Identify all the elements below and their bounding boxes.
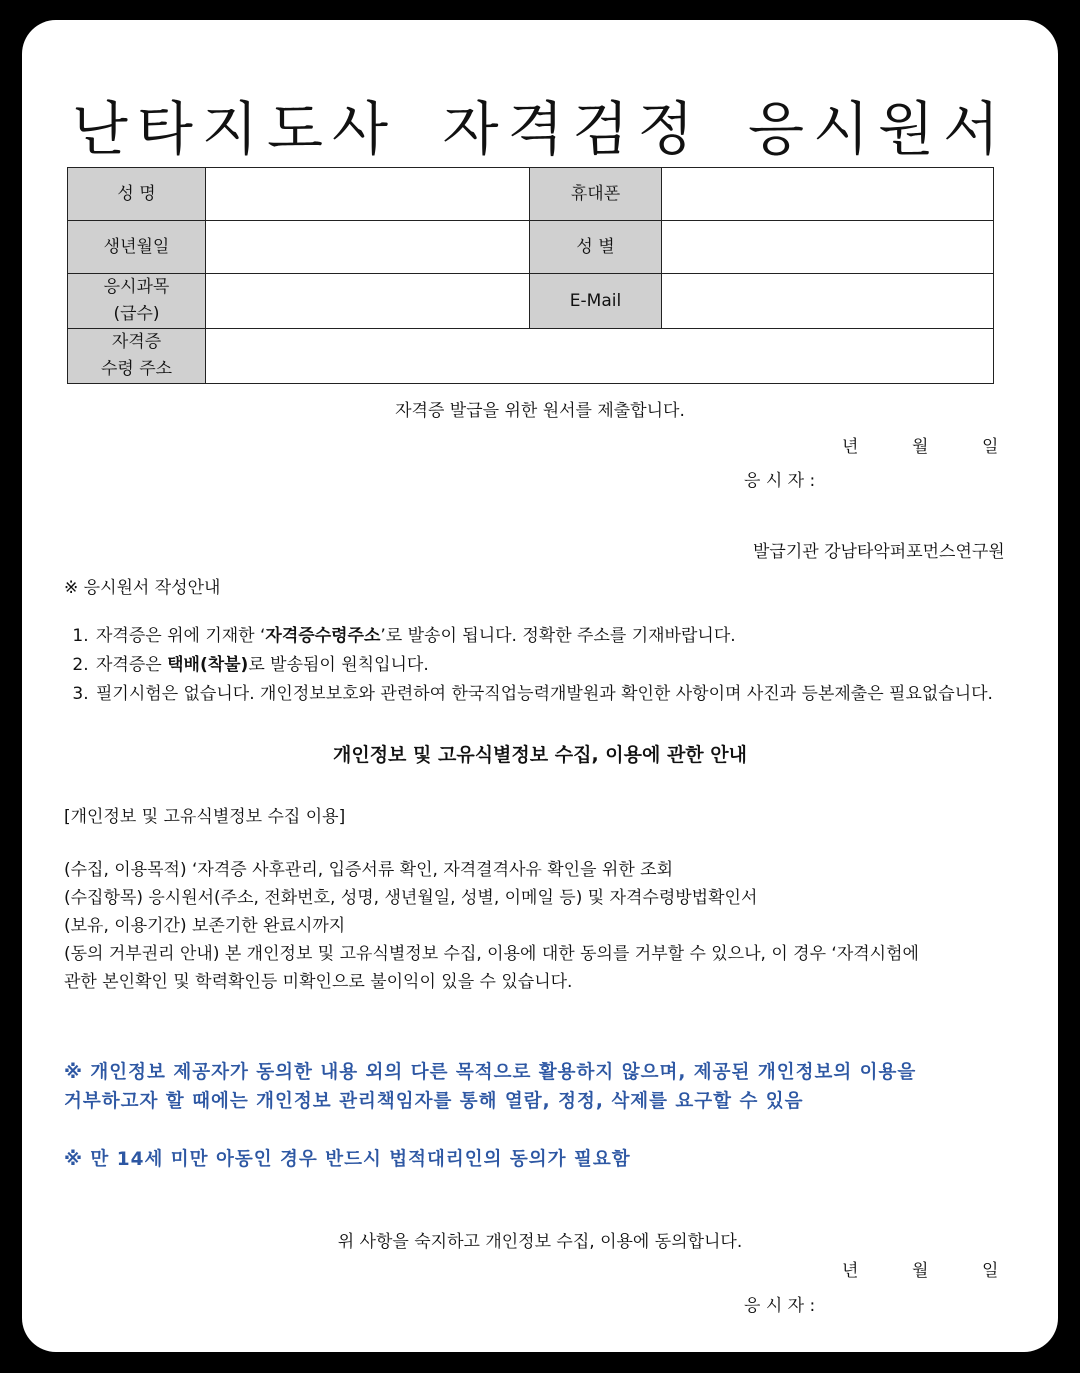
document-title: 난타지도사 자격검정 응시원서 <box>71 95 1009 163</box>
email-label: E-Mail <box>530 274 662 329</box>
subject-field[interactable] <box>206 274 530 329</box>
applicant-label-2: 응 시 자 : <box>744 1296 816 1316</box>
subject-label-line-1: 응시과목 <box>103 277 170 297</box>
submit-statement: 자격증 발급을 위한 원서를 제출합니다. <box>395 401 685 421</box>
gender-label: 성 별 <box>530 221 662 274</box>
notice-purpose-line-1: ※ 개인정보 제공자가 동의한 내용 외의 다른 목적으로 활용하지 않으며, 제공된 개인정보의 이용을 <box>64 1062 917 1083</box>
form-row-name <box>68 168 994 221</box>
notice-purpose-line-2: 거부하고자 할 때에는 개인정보 관리책임자를 통해 열람, 정정, 삭제를 요구할 수 있음 <box>64 1091 804 1112</box>
date-month-1: 월 <box>912 437 929 457</box>
birth-field[interactable] <box>206 221 530 274</box>
applicant-label-1: 응 시 자 : <box>744 471 816 491</box>
notice-minor: ※ 만 14세 미만 아동인 경우 반드시 법적대리인의 동의가 필요함 <box>64 1149 631 1170</box>
form-row-birth <box>68 221 994 274</box>
privacy-details <box>64 856 1019 996</box>
guide-heading: ※ 응시원서 작성안내 <box>64 578 221 598</box>
subject-label <box>68 274 206 329</box>
guide-notes-list <box>74 622 1058 709</box>
application-form-table <box>67 167 994 384</box>
form-row-subject <box>68 274 994 329</box>
subject-label-line-2: (급수) <box>113 304 160 324</box>
document-sheet <box>22 20 1058 1352</box>
privacy-line: (보유, 이용기간) 보존기한 완료시까지 <box>64 916 346 936</box>
birth-label: 생년월일 <box>68 221 206 274</box>
privacy-line: (수집항목) 응시원서(주소, 전화번호, 성명, 생년월일, 성별, 이메일 등) 및 자격수령방법확인서 <box>64 888 758 908</box>
form-row-address <box>68 329 994 384</box>
address-label <box>68 329 206 384</box>
date-day-1: 일 <box>982 437 999 457</box>
phone-label: 휴대폰 <box>530 168 662 221</box>
date-day-2: 일 <box>982 1261 999 1281</box>
gender-field[interactable] <box>662 221 994 274</box>
address-label-line-2: 수령 주소 <box>100 359 173 379</box>
address-label-line-1: 자격증 <box>111 332 162 352</box>
date-month-2: 월 <box>912 1261 929 1281</box>
email-field[interactable] <box>662 274 994 329</box>
privacy-heading: 개인정보 및 고유식별정보 수집, 이용에 관한 안내 <box>333 744 747 766</box>
privacy-line: (수집, 이용목적) ‘자격증 사후관리, 입증서류 확인, 자격결격사유 확인을 위한 조회 <box>64 860 674 880</box>
privacy-line: (동의 거부권리 안내) 본 개인정보 및 고유식별정보 수집, 이용에 대한 동의를 거부할 수 있으나, 이 경우 ‘자격시험에 <box>64 944 919 964</box>
date-year-2: 년 <box>842 1261 859 1281</box>
privacy-line: 관한 본인확인 및 학력확인등 미확인으로 불이익이 있을 수 있습니다. <box>64 972 573 992</box>
date-year-1: 년 <box>842 437 859 457</box>
name-label: 성 명 <box>68 168 206 221</box>
guide-note: 1. 자격증은 위에 기재한 ‘자격증수령주소’로 발송이 됩니다. 정확한 주소를 기재바랍니다. <box>94 622 1058 651</box>
name-field[interactable] <box>206 168 530 221</box>
issuer-line: 발급기관 강남타악퍼포먼스연구원 <box>753 542 1005 562</box>
privacy-subheading: [개인정보 및 고유식별정보 수집 이용] <box>64 807 346 827</box>
guide-note: 2. 자격증은 택배(착불)로 발송됨이 원칙입니다. <box>94 651 1058 680</box>
address-field[interactable] <box>206 329 994 384</box>
consent-statement: 위 사항을 숙지하고 개인정보 수집, 이용에 동의합니다. <box>337 1232 743 1252</box>
phone-field[interactable] <box>662 168 994 221</box>
guide-note: 3. 필기시험은 없습니다. 개인정보보호와 관련하여 한국직업능력개발원과 확인한 사항이며 사진과 등본제출은 필요없습니다. <box>94 680 1058 709</box>
